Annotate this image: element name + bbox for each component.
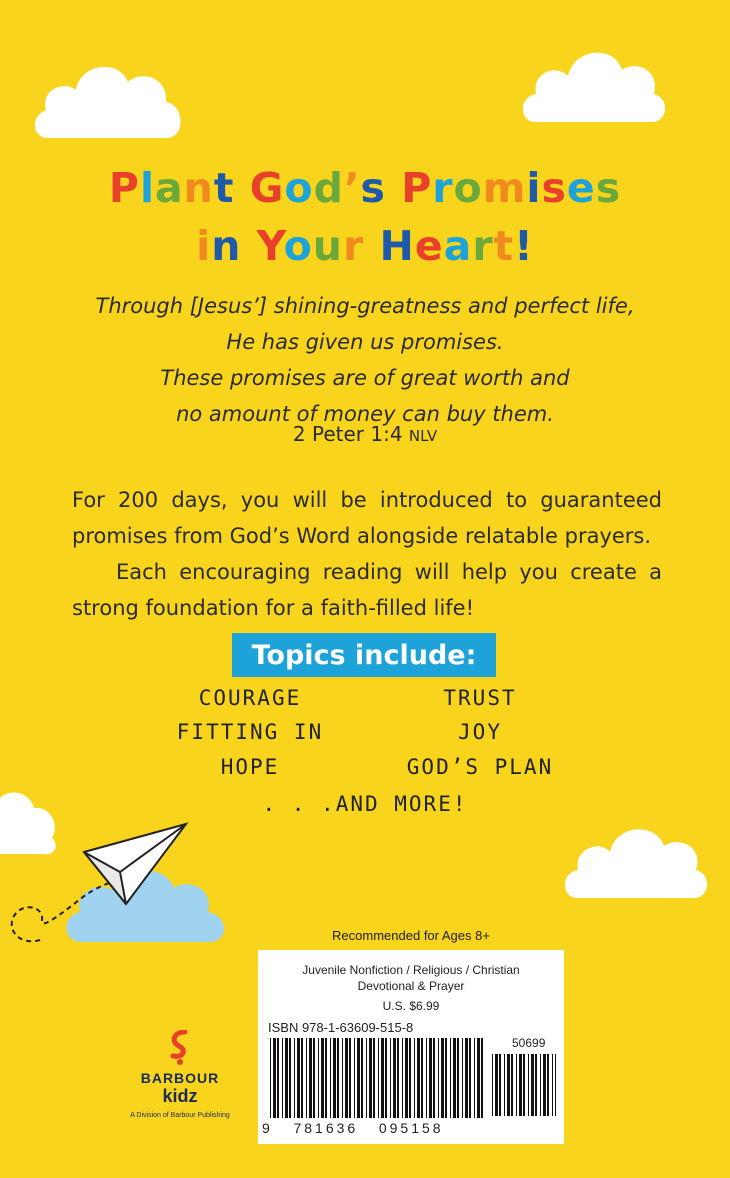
- publisher-division: A Division of Barbour Publishing: [130, 1112, 230, 1119]
- barbour-logo-icon: [167, 1030, 193, 1066]
- topic-joy: JOY: [458, 720, 502, 744]
- description-paragraph-2: Each encouraging reading will help you create a strong foundation for a faith-filled life!: [72, 560, 662, 620]
- barcode-addon-icon: [492, 1054, 556, 1134]
- isbn: ISBN 978-1-63609-515-8: [268, 1020, 414, 1035]
- topic-trust: TRUST: [443, 686, 517, 710]
- topic-courage: COURAGE: [198, 686, 302, 710]
- verse-reference-text: 2 Peter 1:4: [292, 422, 403, 446]
- topics-banner: [232, 633, 496, 677]
- topic-and-more: . . .AND MORE!: [262, 792, 468, 816]
- price: U.S. $6.99: [382, 999, 440, 1013]
- category-line-2: Devotional & Prayer: [357, 979, 465, 993]
- price-code: 50699: [512, 1036, 546, 1050]
- cloud-top-left: [28, 46, 188, 148]
- description: [72, 482, 662, 626]
- publisher-kidz: kidz: [162, 1086, 198, 1106]
- topics-heading: Topics include:: [251, 639, 477, 671]
- barcode-box: [258, 950, 564, 1144]
- topic-fitting-in: FITTING IN: [176, 720, 324, 744]
- category-line-1: Juvenile Nonfiction / Religious / Christian: [302, 963, 520, 977]
- publisher-name: BARBOUR: [140, 1070, 220, 1086]
- verse-block: [0, 288, 730, 432]
- recommended-age: Recommended for Ages 8+: [332, 928, 490, 943]
- headline-line-1: [0, 164, 730, 212]
- headline-text-1: Plant God’s Promises: [108, 164, 622, 212]
- description-paragraph-1: For 200 days, you will be introduced to guaranteed promises from God’s Word alongside relatable prayers.: [72, 488, 662, 548]
- verse-line: He has given us promises.: [226, 330, 504, 354]
- verse-line: Through [Jesus’] shining-greatness and perfect life,: [95, 294, 635, 318]
- barcode-main-icon: [270, 1038, 484, 1118]
- verse-line: no amount of money can buy them.: [176, 402, 554, 426]
- cloud-top-right: [518, 34, 668, 130]
- headline-text-2: in Your Heart!: [196, 222, 534, 270]
- verse-reference: [0, 422, 730, 446]
- paper-airplane-icon: [0, 820, 200, 950]
- verse-translation: NLV: [408, 427, 438, 445]
- barcode-digits: 9 781636 095158: [262, 1120, 444, 1136]
- cloud-middle-right: [560, 812, 710, 904]
- topic-hope: HOPE: [220, 755, 280, 779]
- headline-line-2: [0, 222, 730, 270]
- verse-line: These promises are of great worth and: [160, 366, 570, 390]
- topic-gods-plan: GOD’S PLAN: [406, 755, 554, 779]
